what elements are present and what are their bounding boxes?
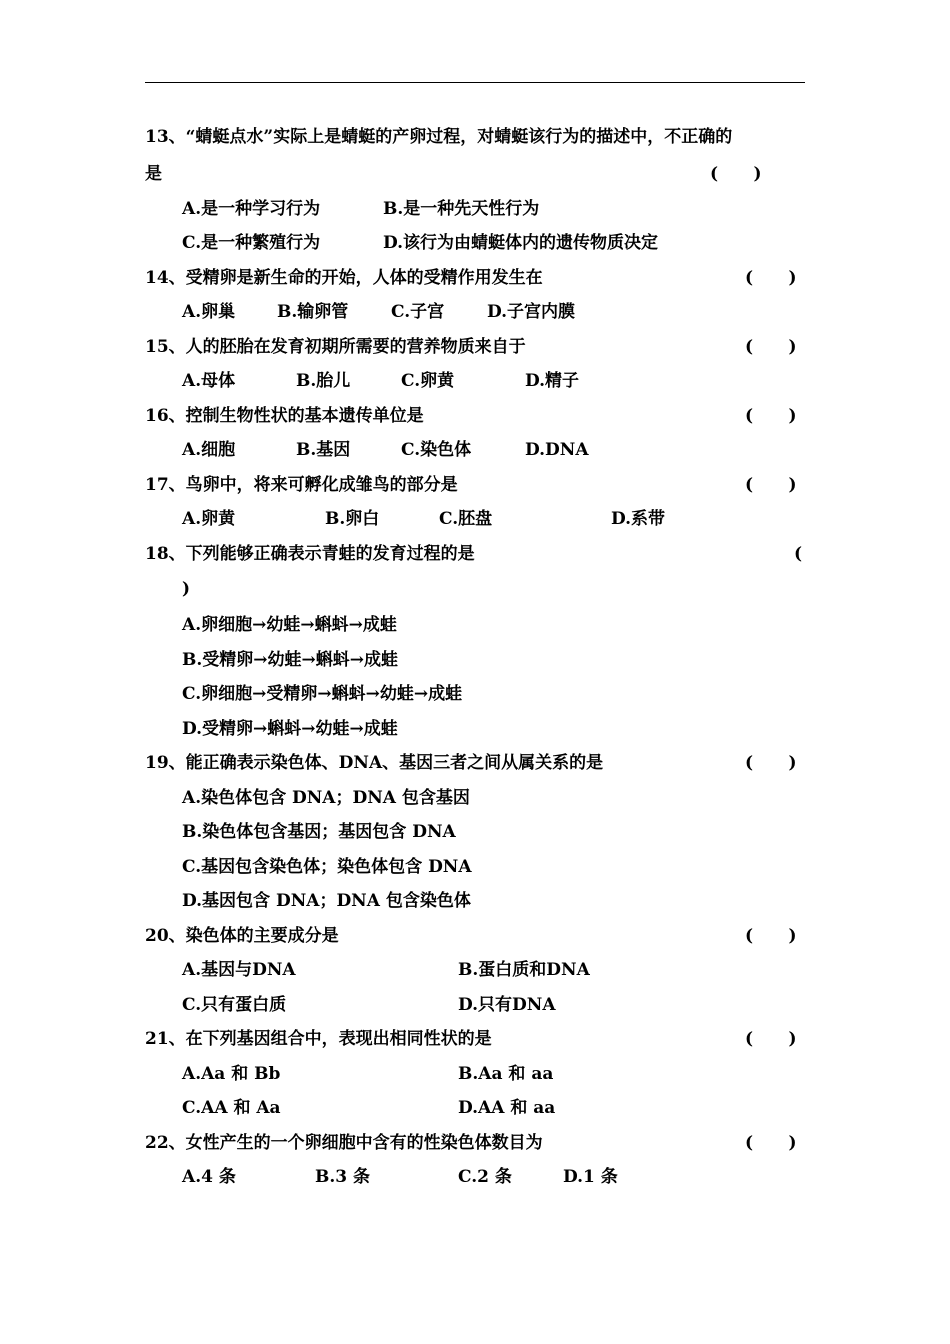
q18-option-c: C.卵细胞→受精卵→蝌蚪→幼蛙→成蛙 bbox=[182, 684, 463, 704]
q15-answer-paren: ( ) bbox=[745, 337, 797, 357]
q19-stem: 19、能正确表示染色体、DNA、基因三者之间从属关系的是 bbox=[145, 753, 604, 773]
q21-option-b: B.Aa 和 aa bbox=[458, 1064, 554, 1084]
q15-option-d: D.精子 bbox=[525, 371, 580, 391]
q20-option-c: C.只有蛋白质 bbox=[182, 995, 287, 1015]
q13-stem-line1: 13、“蜻蜓点水”实际上是蜻蜓的产卵过程，对蜻蜓该行为的描述中，不正确的 bbox=[145, 127, 733, 147]
q20-option-a: A.基因与DNA bbox=[182, 960, 296, 980]
q18-stem: 18、下列能够正确表示青蛙的发育过程的是 bbox=[145, 544, 475, 564]
q17-answer-paren: ( ) bbox=[745, 475, 797, 495]
q14-option-a: A.卵巢 bbox=[182, 302, 236, 322]
q13-stem-line2: 是 bbox=[145, 164, 162, 184]
q17-stem: 17、鸟卵中，将来可孵化成雏鸟的部分是 bbox=[145, 475, 458, 495]
q19-answer-paren: ( ) bbox=[745, 753, 797, 773]
q22-option-a: A.4 条 bbox=[182, 1167, 236, 1187]
q15-stem: 15、人的胚胎在发育初期所需要的营养物质来自于 bbox=[145, 337, 526, 357]
q13-option-a: A.是一种学习行为 bbox=[182, 199, 321, 219]
q21-answer-paren: ( ) bbox=[745, 1029, 797, 1049]
q14-option-b: B.输卵管 bbox=[277, 302, 349, 322]
q20-option-b: B.蛋白质和DNA bbox=[458, 960, 590, 980]
q18-option-d: D.受精卵→蝌蚪→幼蛙→成蛙 bbox=[182, 719, 398, 739]
q18-option-a: A.卵细胞→幼蛙→蝌蚪→成蛙 bbox=[182, 615, 397, 635]
q22-option-d: D.1 条 bbox=[563, 1167, 618, 1187]
q17-option-b: B.卵白 bbox=[325, 509, 380, 529]
header-rule bbox=[145, 82, 805, 83]
q16-stem: 16、控制生物性状的基本遗传单位是 bbox=[145, 406, 424, 426]
q17-option-c: C.胚盘 bbox=[439, 509, 493, 529]
q16-option-a: A.细胞 bbox=[182, 440, 236, 460]
q14-stem: 14、受精卵是新生命的开始，人体的受精作用发生在 bbox=[145, 268, 543, 288]
q22-option-c: C.2 条 bbox=[458, 1167, 512, 1187]
q13-option-d: D.该行为由蜻蜓体内的遗传物质决定 bbox=[383, 233, 659, 253]
q17-option-a: A.卵黄 bbox=[182, 509, 236, 529]
q22-stem: 22、女性产生的一个卵细胞中含有的性染色体数目为 bbox=[145, 1133, 543, 1153]
q13-option-c: C.是一种繁殖行为 bbox=[182, 233, 321, 253]
q13-answer-paren: ( ) bbox=[710, 164, 762, 184]
q18-answer-paren-open: ( bbox=[794, 544, 803, 564]
q16-option-b: B.基因 bbox=[296, 440, 351, 460]
q17-option-d: D.系带 bbox=[611, 509, 666, 529]
q14-option-d: D.子宫内膜 bbox=[487, 302, 576, 322]
q14-option-c: C.子宫 bbox=[391, 302, 445, 322]
q20-answer-paren: ( ) bbox=[745, 926, 797, 946]
q21-option-d: D.AA 和 aa bbox=[458, 1098, 556, 1118]
q16-option-c: C.染色体 bbox=[401, 440, 472, 460]
q18-option-b: B.受精卵→幼蛙→蝌蚪→成蛙 bbox=[182, 650, 399, 670]
q15-option-b: B.胎儿 bbox=[296, 371, 351, 391]
q22-answer-paren: ( ) bbox=[745, 1133, 797, 1153]
q19-option-b: B.染色体包含基因；基因包含 DNA bbox=[182, 822, 456, 842]
q20-option-d: D.只有DNA bbox=[458, 995, 556, 1015]
q19-option-c: C.基因包含染色体；染色体包含 DNA bbox=[182, 857, 472, 877]
q21-stem: 21、在下列基因组合中，表现出相同性状的是 bbox=[145, 1029, 492, 1049]
q19-option-d: D.基因包含 DNA；DNA 包含染色体 bbox=[182, 891, 471, 911]
q19-option-a: A.染色体包含 DNA；DNA 包含基因 bbox=[182, 788, 470, 808]
q21-option-c: C.AA 和 Aa bbox=[182, 1098, 281, 1118]
q15-option-a: A.母体 bbox=[182, 371, 236, 391]
q16-option-d: D.DNA bbox=[525, 440, 589, 460]
q16-answer-paren: ( ) bbox=[745, 406, 797, 426]
q22-option-b: B.3 条 bbox=[315, 1167, 371, 1187]
q21-option-a: A.Aa 和 Bb bbox=[182, 1064, 281, 1084]
q18-answer-paren-close: ) bbox=[182, 579, 191, 599]
q15-option-c: C.卵黄 bbox=[401, 371, 455, 391]
q20-stem: 20、染色体的主要成分是 bbox=[145, 926, 339, 946]
q13-option-b: B.是一种先天性行为 bbox=[383, 199, 540, 219]
q14-answer-paren: ( ) bbox=[745, 268, 797, 288]
